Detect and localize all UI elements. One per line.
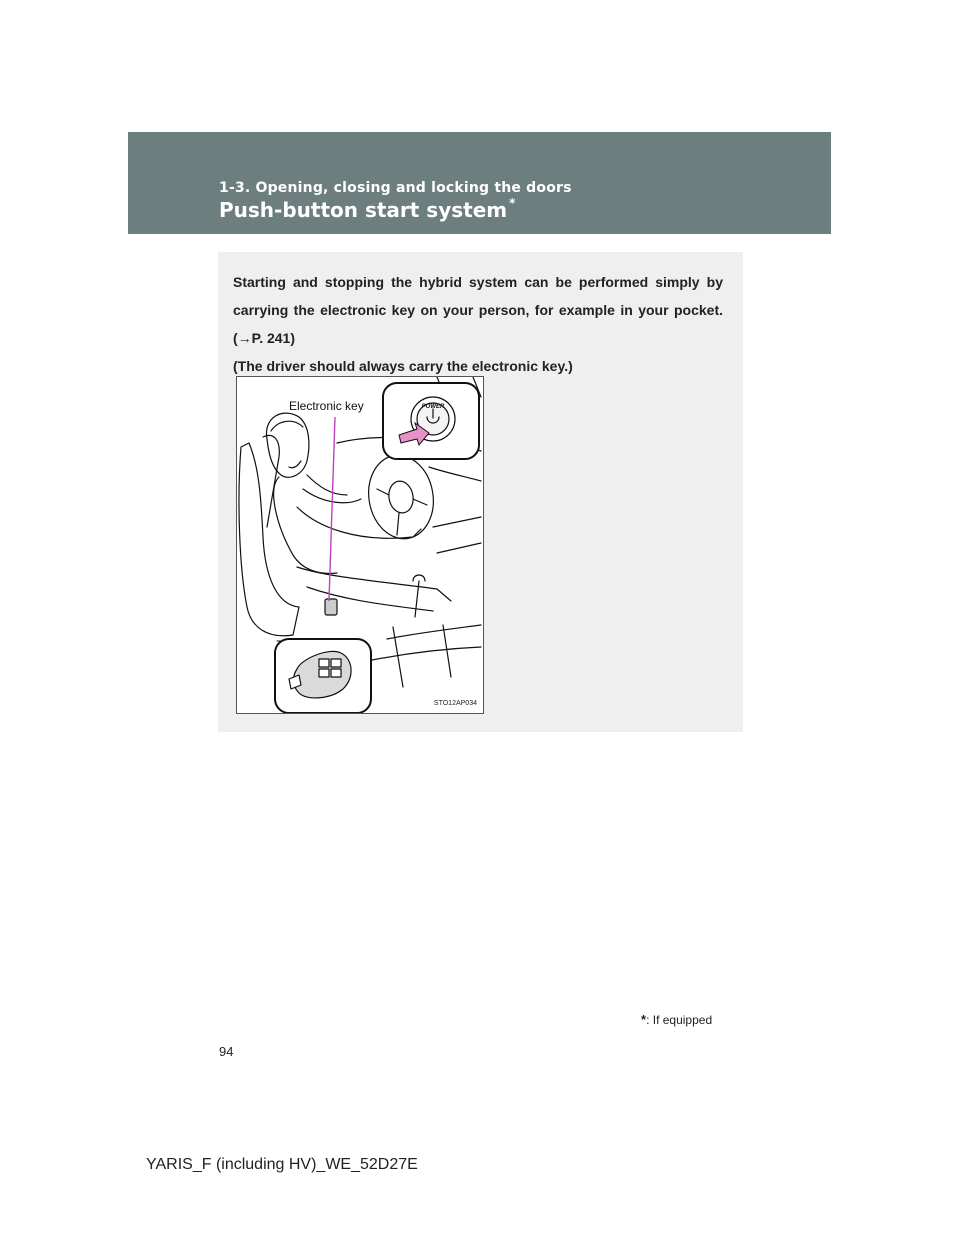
page-number: 94 [219, 1044, 234, 1059]
asterisk-icon: * [641, 1012, 647, 1027]
driver-arm [297, 507, 421, 538]
document-code: YARIS_F (including HV)_WE_52D27E [146, 1156, 418, 1173]
page-title [219, 198, 515, 222]
center-console [387, 625, 481, 639]
footnote-text: : If equipped [646, 1013, 713, 1027]
asterisk-icon: * [509, 196, 516, 210]
driver-head [266, 413, 308, 477]
page-title-text: Push-button start system [219, 198, 508, 222]
pocket-key [325, 599, 337, 615]
section-label: 1-3. Opening, closing and locking the doors [219, 180, 572, 196]
footnote [641, 1012, 712, 1027]
driver-torso [274, 477, 337, 573]
figure-code: STO12AP034 [433, 700, 477, 707]
intro-text [233, 268, 723, 380]
intro-note: (The driver should always carry the electronic key.) [233, 358, 573, 374]
callout-label-electronic-key: Electronic key [289, 399, 364, 413]
header-bar [128, 132, 831, 234]
power-button-label: POWER [421, 404, 445, 410]
steering-wheel [362, 450, 440, 544]
intro-box [218, 252, 743, 732]
driver-illustration [237, 377, 484, 714]
illustration-figure [236, 376, 484, 714]
intro-paragraph: Starting and stopping the hybrid system can be performed simply by carrying the electronic key on your person, for example in your pocket. (→P. 241) [233, 274, 723, 346]
seat-outline [239, 443, 299, 636]
